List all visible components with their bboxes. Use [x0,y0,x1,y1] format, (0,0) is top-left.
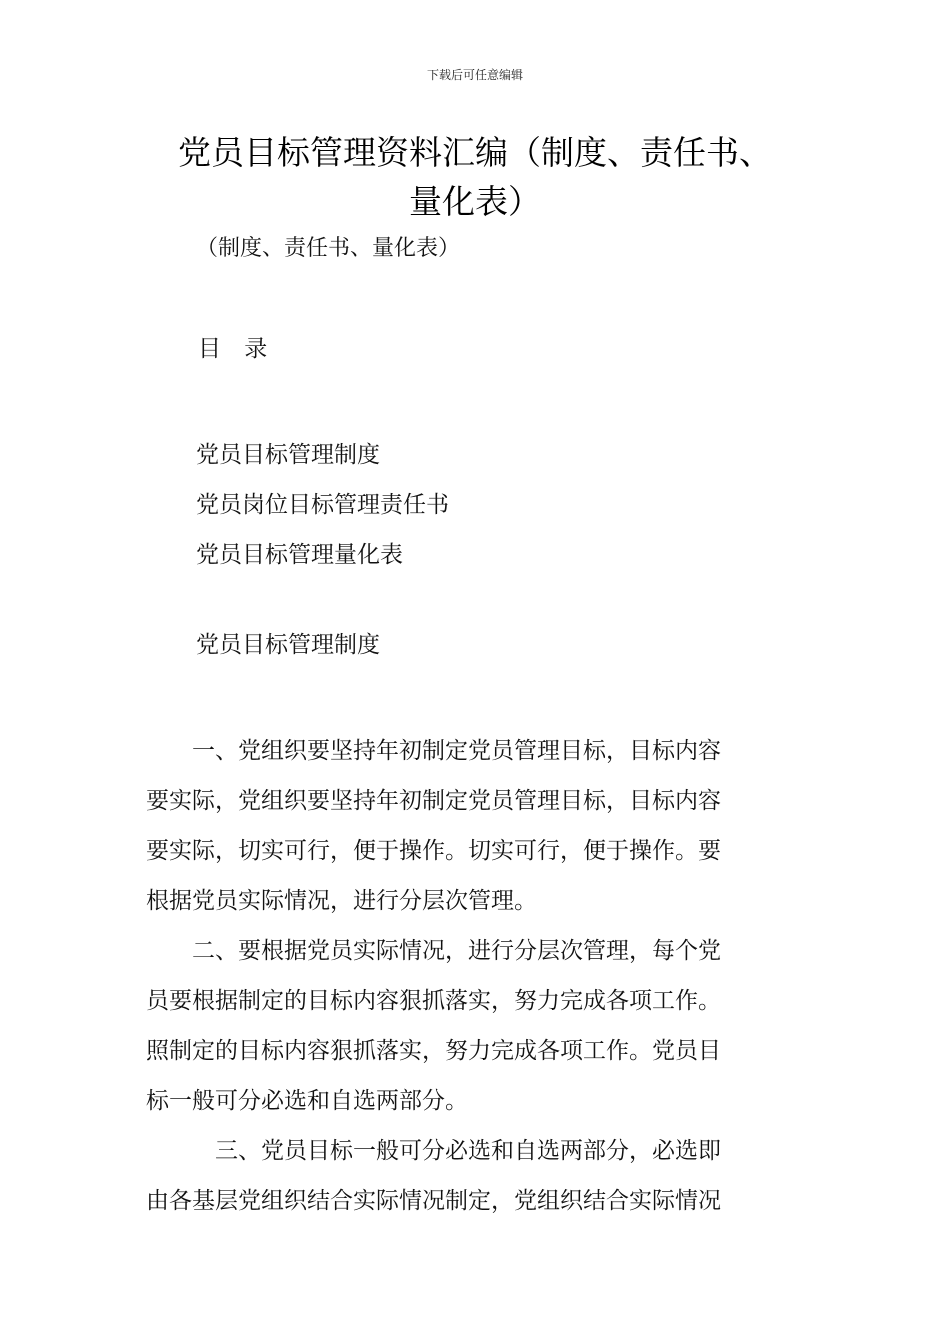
body-text [146,726,806,1226]
toc-item: 党员目标管理量化表 [196,542,403,568]
toc-heading: 目 录 [198,336,276,362]
toc-item: 党员目标管理制度 [196,442,380,468]
header-note: 下载后可任意编辑 [426,68,523,82]
body-line: 由各基层党组织结合实际情况制定，党组织结合实际情况 [146,1188,721,1214]
section-heading: 党员目标管理制度 [196,632,380,658]
body-line: 三、党员目标一般可分必选和自选两部分，必选即 [146,1138,721,1164]
document-title [140,128,810,226]
toc-list [196,430,449,580]
body-line: 根据党员实际情况，进行分层次管理。 [146,888,537,914]
document-subtitle: （制度、责任书、量化表） [196,236,461,261]
body-line: 照制定的目标内容狠抓落实，努力完成各项工作。党员目 [146,1038,721,1064]
body-line: 一、党组织要坚持年初制定党员管理目标，目标内容 [146,738,721,764]
body-line: 二、要根据党员实际情况，进行分层次管理，每个党 [146,938,721,964]
body-line: 员要根据制定的目标内容狠抓落实，努力完成各项工作。 [146,988,721,1014]
body-line: 要实际，切实可行，便于操作。切实可行，便于操作。要 [146,838,721,864]
title-line-2: 量化表） [409,182,541,221]
toc-item: 党员岗位目标管理责任书 [196,492,449,518]
body-line: 要实际，党组织要坚持年初制定党员管理目标，目标内容 [146,788,721,814]
title-line-1: 党员目标管理资料汇编（制度、责任书、 [178,133,772,172]
body-line: 标一般可分必选和自选两部分。 [146,1088,468,1114]
